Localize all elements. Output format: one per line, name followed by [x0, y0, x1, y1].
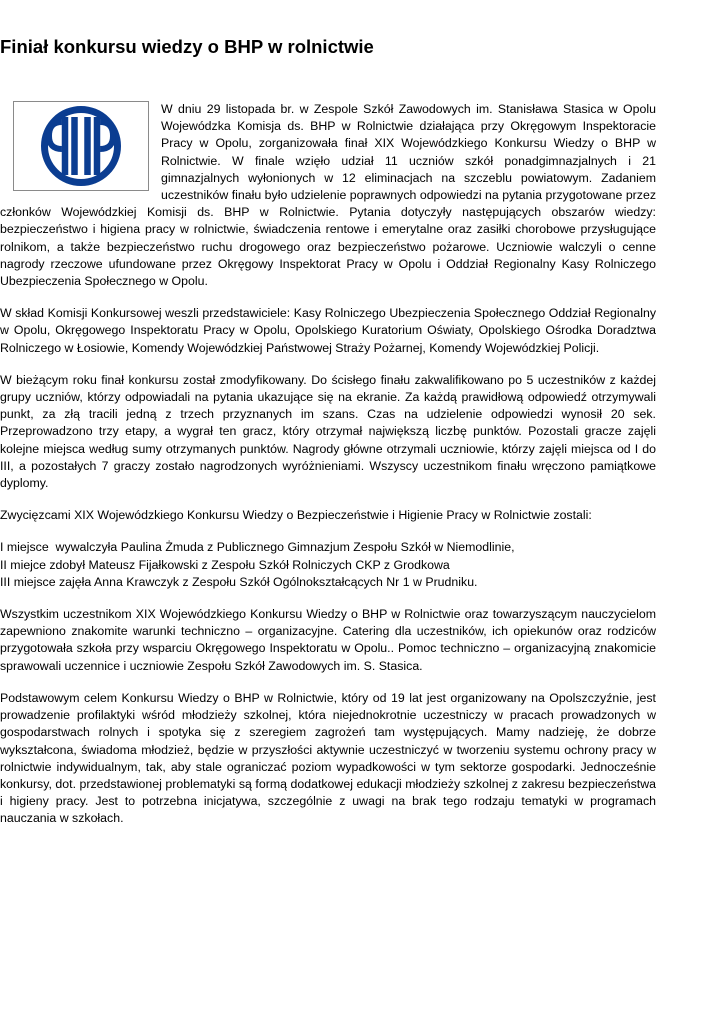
pip-logo-icon [39, 104, 123, 188]
goal-paragraph: Podstawowym celem Konkursu Wiedzy o BHP w Rolnictwie, który od 19 lat jest organizowany na Opolszczyźnie, jest prowadzenie profilaktyki wśród młodzieży szkolnej, która niejednokrotnie uczestniczy w pracach prowadzonych w gospodarstwach rolnych i spotyka się z szeregiem zagrożeń tam występujących. Mamy nadzieję, że dobrze wykształcona, świadoma młodzież, będzie w przyszłości aktywnie uczestniczyć w tworzeniu systemu ochrony pracy w rolnictwie indywidualnym, tak, aby stale ograniczać poziom wypadkowości w tym sektorze gospodarki. Jednocześnie konkursy, dot. przedstawionej problematyki są formą dodatkowej edukacji młodzieży szkolnej z zakresu bezpieczeństwa i higieny pracy. Jest to potrzebna inicjatywa, szczególnie z uwagi na brak tego rodzaju tematyki w programach nauczania w szkołach. [0, 690, 656, 826]
article-title: Finiał konkursu wiedzy o BHP w rolnictwie [0, 36, 374, 57]
article-body [0, 101, 656, 843]
winner-first-place: I miejsce wywalczyła Paulina Żmuda z Publicznego Gimnazjum Zespołu Szkół w Niemodlinie, [0, 540, 515, 555]
winner-second-place: II miejce zdobył Mateusz Fijałkowski z Zespołu Szkół Rolniczych CKP z Grodkowa [0, 557, 450, 572]
logo-frame [13, 101, 149, 191]
final-format-paragraph: W bieżącym roku finał konkursu został zmodyfikowany. Do ścisłego finału zakwalifikowano po 5 uczestników z każdej grupy uczniów, którzy odpowiadali na pytania ukazujące się na ekranie. Za każdą prawidłową odpowiedź otrzymywali punkt, za złą tracili jedną z trzech przyznanych im szans. Czas na udzielenie odpowiedzi wynosił 20 sek. Przeprowadzono trzy etapy, a wygrał ten gracz, który otrzymał największą liczbę punktów. Pozostali gracze zajęli kolejne miejsca według sumy otrzymanych punktów. Nagrody główne otrzymali uczniowie, którzy zajęli miejsca od I do III, a pozostałych 7 graczy zostało nagrodzonych wyróżnieniami. Wszyscy uczestnikom finału wręczono pamiątkowe dyplomy. [0, 372, 656, 491]
winners-list [0, 539, 656, 591]
winner-third-place: III miejsce zajęła Anna Krawczyk z Zespołu Szkół Ogólnokształcących Nr 1 w Prudniku. [0, 574, 478, 589]
winners-heading: Zwycięzcami XIX Wojewódzkiego Konkursu Wiedzy o Bezpieczeństwie i Higienie Pracy w Rolnictwie zostali: [0, 508, 592, 523]
thanks-paragraph: Wszystkim uczestnikom XIX Wojewódzkiego Konkursu Wiedzy o BHP w Rolnictwie oraz towarzyszącym nauczycielom zapewniono znakomite warunki techniczno – organizacyjne. Catering dla uczestników, ich opiekunów oraz rodziców przygotowała szkoła przy wsparciu Okręgowego Inspektoratu w Opolu.. Pomoc techniczno – organizacyjną znakomicie sprawowali uczennice i uczniowie Zespołu Szkół Zawodowych im. S. Stasica. [0, 607, 656, 673]
commission-paragraph: W skład Komisji Konkursowej weszli przedstawiciele: Kasy Rolniczego Ubezpieczenia Społecznego Oddział Regionalny w Opolu, Okręgowego Inspektoratu Pracy w Opolu, Opolskiego Kuratorium Oświaty, Opolskiego Ośrodka Doradztwa Rolniczego w Łosiowie, Komendy Wojewódzkiej Państwowej Straży Pożarnej, Komendy Wojewódzkiej Policji. [0, 306, 656, 355]
intro-paragraph: W dniu 29 listopada br. w Zespole Szkół Zawodowych im. Stanisława Stasica w Opolu Wojewódzka Komisja ds. BHP w Rolnictwie działająca przy Okręgowym Inspektoracie Pracy w Opolu, zorganizowała finał XIX Wojewódzkiego Konkursu Wiedzy o BHP w Rolnictwie. W finale wzięło udział 11 uczniów szkół ponadgimnazjalnych i 21 gimnazjalnych wyłonionych w 12 eliminacjach na szczeblu powiatowym. Zadaniem uczestników finału było udzielenie poprawnych odpowiedzi na pytania przygotowane przez członków Wojewódzkiej Komisji ds. BHP w Rolnictwie. Pytania dotyczyły następujących obszarów wiedzy: bezpieczeństwo i higiena pracy w rolnictwie, świadczenia rentowe i emerytalne oraz zasiłki chorobowe przysługujące rolnikom, a także bezpieczeństwo ruchu drogowego oraz bezpieczeństwo pożarowe. Uczniowie walczyli o cenne nagrody rzeczowe ufundowane przez Okręgowy Inspektorat Pracy w Opolu i Oddział Regionalny Kasy Rolniczego Ubezpieczenia Społecznego w Opolu. [0, 102, 656, 289]
